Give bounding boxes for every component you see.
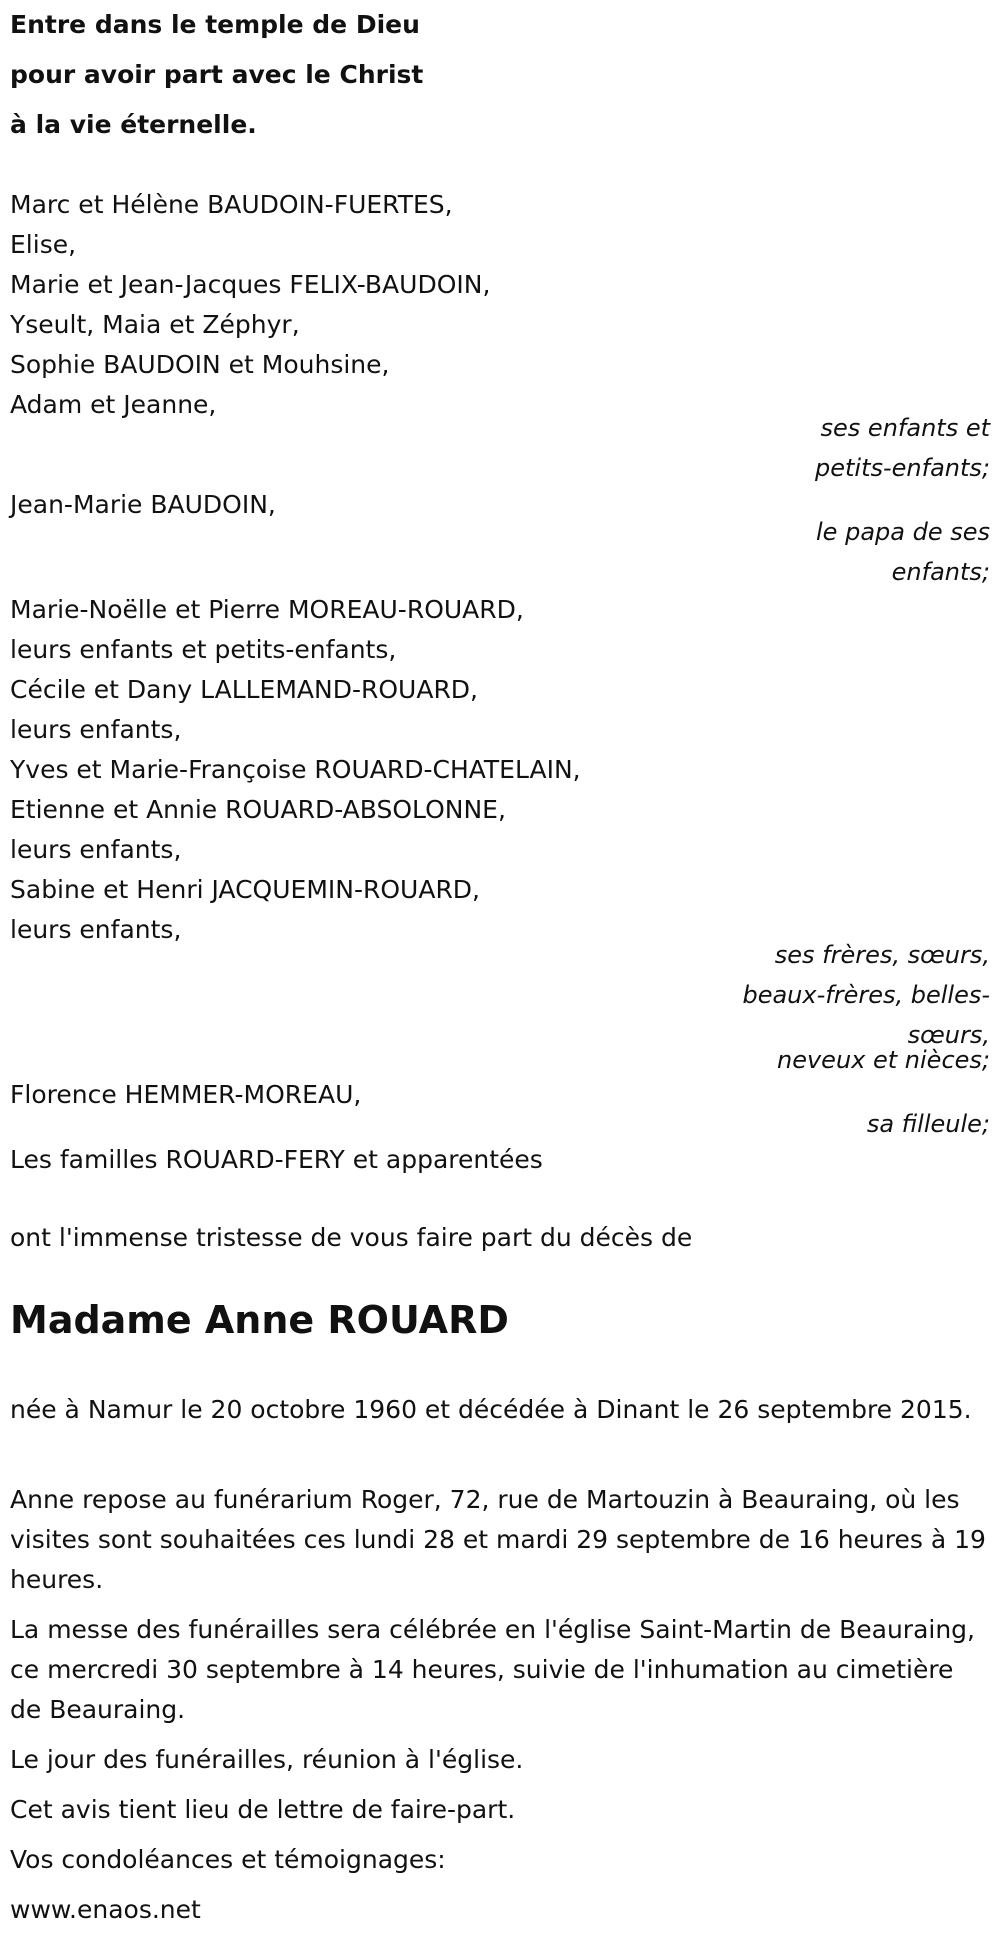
relation-label: enfants; xyxy=(891,558,990,586)
relation-label: neveux et nièces; xyxy=(777,1046,990,1074)
relation-label: le papa de ses xyxy=(816,518,990,546)
family-line: Marie-Noëlle et Pierre MOREAU-ROUARD, xyxy=(10,595,524,624)
relation-label: sa filleule; xyxy=(866,1110,990,1138)
relation-label: ses enfants et xyxy=(820,414,990,442)
family-line: Adam et Jeanne, xyxy=(10,390,217,419)
relation-label: sœurs, xyxy=(907,1021,990,1049)
family-line: Marie et Jean-Jacques FELIX-BAUDOIN, xyxy=(10,270,491,299)
detail-paragraph: Cet avis tient lieu de lettre de faire-part. xyxy=(10,1795,516,1824)
verse-line-2: pour avoir part avec le Christ xyxy=(10,60,424,89)
detail-paragraph: Le jour des funérailles, réunion à l'église. xyxy=(10,1745,524,1774)
deceased-name: Madame Anne ROUARD xyxy=(10,1298,509,1342)
detail-paragraph: La messe des funérailles sera célébrée en l'église Saint-Martin de Beauraing, ce mercredi 30 septembre à 14 heures, suivie de l'inhumation au cimetière de Beauraing. xyxy=(10,1615,975,1724)
detail-paragraph: née à Namur le 20 octobre 1960 et décédée à Dinant le 26 septembre 2015. xyxy=(10,1395,972,1424)
family-line: leurs enfants, xyxy=(10,835,182,864)
family-line: Marc et Hélène BAUDOIN-FUERTES, xyxy=(10,190,453,219)
family-line: leurs enfants et petits-enfants, xyxy=(10,635,397,664)
family-line: leurs enfants, xyxy=(10,715,182,744)
family-line: Les familles ROUARD-FERY et apparentées xyxy=(10,1145,543,1174)
relation-label: beaux-frères, belles- xyxy=(742,981,990,1009)
verse-line-3: à la vie éternelle. xyxy=(10,110,257,139)
family-line: Sophie BAUDOIN et Mouhsine, xyxy=(10,350,390,379)
family-line: Florence HEMMER-MOREAU, xyxy=(10,1080,362,1109)
family-line: Yseult, Maia et Zéphyr, xyxy=(10,310,300,339)
family-line: Yves et Marie-Françoise ROUARD-CHATELAIN, xyxy=(10,755,581,784)
family-line: Jean-Marie BAUDOIN, xyxy=(10,490,276,519)
family-line: leurs enfants, xyxy=(10,915,182,944)
family-line: Etienne et Annie ROUARD-ABSOLONNE, xyxy=(10,795,506,824)
family-line: Sabine et Henri JACQUEMIN-ROUARD, xyxy=(10,875,481,904)
detail-paragraph: Anne repose au funérarium Roger, 72, rue de Martouzin à Beauraing, où les visites sont souhaitées ces lundi 28 et mardi 29 septembre de 16 heures à 19 heures. xyxy=(10,1485,986,1594)
family-line: Cécile et Dany LALLEMAND-ROUARD, xyxy=(10,675,479,704)
verse-line-1: Entre dans le temple de Dieu xyxy=(10,10,420,39)
family-line: Elise, xyxy=(10,230,77,259)
website-link[interactable]: www.enaos.net xyxy=(10,1895,201,1924)
relation-label: petits-enfants; xyxy=(815,454,990,482)
detail-paragraph: Vos condoléances et témoignages: xyxy=(10,1845,446,1874)
announcement-text: ont l'immense tristesse de vous faire part du décès de xyxy=(10,1223,693,1252)
relation-label: ses frères, sœurs, xyxy=(774,941,990,969)
